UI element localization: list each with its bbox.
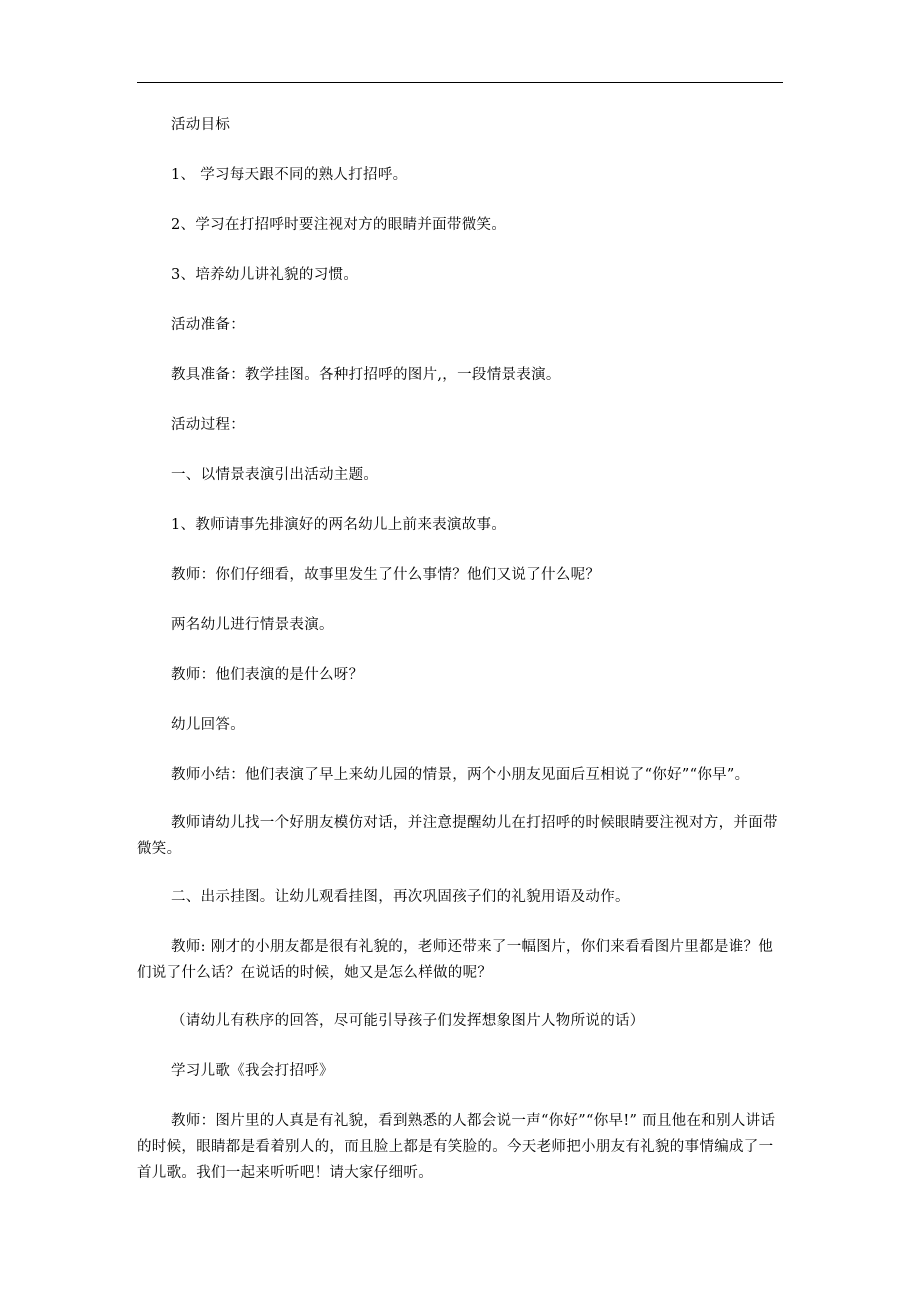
section-heading-process: 活动过程：: [171, 417, 245, 433]
teacher-summary: 教师小结：他们表演了早上来幼儿园的情景，两个小朋友见面后互相说了“你好”“你早”。: [171, 767, 750, 783]
process-step-2-heading: 二、出示挂图。让幼儿观看挂图，再次巩固孩子们的礼貌用语及动作。: [171, 889, 630, 905]
children-answer: 幼儿回答。: [171, 717, 245, 733]
preparation-text: 教具准备：教学挂图。各种打招呼的图片,，一段情景表演。: [171, 367, 561, 383]
section-heading-preparation: 活动准备：: [171, 317, 245, 333]
teacher-line-3: 教师: 刚才的小朋友都是很有礼貌的，老师还带来了一幅图片，你们来看看图片里都是谁？他们说了什么话？在说话的时候，她又是怎么样做的呢？: [137, 939, 774, 981]
teacher-instruction: 教师请幼儿找一个好朋友模仿对话，并注意提醒幼儿在打招呼的时候眼睛要注视对方，并面带微笑。: [137, 815, 778, 857]
process-step-1-heading: 一、以情景表演引出活动主题。: [171, 467, 379, 483]
nursery-rhyme-heading: 学习儿歌《我会打招呼》: [171, 1063, 334, 1079]
header-rule: [137, 82, 783, 83]
goal-item-1: 1、 学习每天跟不同的熟人打招呼。: [171, 167, 408, 183]
teacher-line-4: 教师：图片里的人真是有礼貌，看到熟悉的人都会说一声“你好”“你早!” 而且他在和别人讲话的时候，眼睛都是看着别人的，而且脸上都是有笑脸的。今天老师把小朋友有礼貌的事情编成了一首儿歌。我们一起来听听吧！请大家仔细听。: [137, 1113, 776, 1181]
answer-note: （请幼儿有秩序的回答，尽可能引导孩子们发挥想象图片人物所说的话）: [171, 1013, 645, 1029]
teacher-line-1: 教师：你们仔细看，故事里发生了什么事情？他们又说了什么呢？: [171, 567, 601, 583]
goal-item-3: 3、培养幼儿讲礼貌的习惯。: [171, 267, 359, 283]
teacher-line-2: 教师：他们表演的是什么呀？: [171, 667, 364, 683]
performance-line: 两名幼儿进行情景表演。: [171, 617, 334, 633]
goal-item-2: 2、学习在打招呼时要注视对方的眼睛并面带微笑。: [171, 217, 507, 233]
document-body: [137, 112, 783, 1210]
section-heading-goals: 活动目标: [171, 117, 231, 133]
process-step-1-item-1: 1、教师请事先排演好的两名幼儿上前来表演故事。: [171, 517, 507, 533]
